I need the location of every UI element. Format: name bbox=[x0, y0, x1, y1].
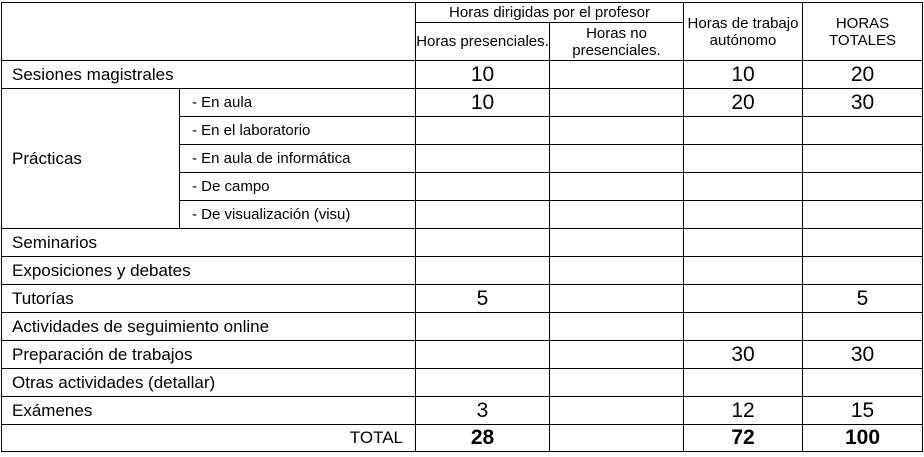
cell-total: 15 bbox=[803, 397, 923, 425]
sub-label-campo: - De campo bbox=[180, 173, 416, 201]
cell-no-presenciales bbox=[550, 369, 684, 397]
cell-no-presenciales bbox=[550, 341, 684, 369]
total-autonomo: 72 bbox=[684, 425, 803, 452]
cell-autonomo bbox=[684, 257, 803, 285]
row-label-seminarios: Seminarios bbox=[2, 229, 416, 257]
header-presenciales: Horas presenciales. bbox=[416, 23, 550, 61]
cell-presenciales bbox=[416, 229, 550, 257]
cell-presenciales bbox=[416, 145, 550, 173]
cell-no-presenciales bbox=[550, 61, 684, 89]
cell-total bbox=[803, 229, 923, 257]
cell-total bbox=[803, 117, 923, 145]
cell-presenciales bbox=[416, 117, 550, 145]
cell-presenciales: 10 bbox=[416, 61, 550, 89]
cell-no-presenciales bbox=[550, 117, 684, 145]
cell-no-presenciales bbox=[550, 173, 684, 201]
header-autonomo: Horas de trabajo autónomo bbox=[684, 3, 803, 61]
cell-autonomo bbox=[684, 369, 803, 397]
cell-total: 30 bbox=[803, 341, 923, 369]
cell-autonomo bbox=[684, 313, 803, 341]
cell-total bbox=[803, 173, 923, 201]
header-group-label: Horas dirigidas por el profesor bbox=[416, 3, 684, 23]
cell-total: 20 bbox=[803, 61, 923, 89]
row-label-trabajos: Preparación de trabajos bbox=[2, 341, 416, 369]
total-total: 100 bbox=[803, 425, 923, 452]
header-totales: HORAS TOTALES bbox=[803, 3, 923, 61]
cell-no-presenciales bbox=[550, 201, 684, 229]
row-label-total: TOTAL bbox=[2, 425, 416, 452]
cell-presenciales bbox=[416, 369, 550, 397]
hours-table bbox=[1, 2, 923, 452]
cell-autonomo bbox=[684, 229, 803, 257]
row-label-practicas: Prácticas bbox=[2, 89, 180, 229]
cell-no-presenciales bbox=[550, 313, 684, 341]
cell-autonomo: 20 bbox=[684, 89, 803, 117]
sub-label-visu: - De visualización (visu) bbox=[180, 201, 416, 229]
row-label-tutorias: Tutorías bbox=[2, 285, 416, 313]
header-empty-cell bbox=[2, 3, 416, 61]
cell-presenciales: 10 bbox=[416, 89, 550, 117]
cell-total bbox=[803, 201, 923, 229]
cell-total: 5 bbox=[803, 285, 923, 313]
cell-autonomo bbox=[684, 117, 803, 145]
row-label-examenes: Exámenes bbox=[2, 397, 416, 425]
cell-presenciales: 5 bbox=[416, 285, 550, 313]
row-label-sesiones: Sesiones magistrales bbox=[2, 61, 416, 89]
row-label-seguimiento: Actividades de seguimiento online bbox=[2, 313, 416, 341]
sub-label-laboratorio: - En el laboratorio bbox=[180, 117, 416, 145]
cell-presenciales bbox=[416, 201, 550, 229]
sub-label-aula: - En aula bbox=[180, 89, 416, 117]
total-no-presenciales bbox=[550, 425, 684, 452]
cell-total bbox=[803, 313, 923, 341]
cell-presenciales: 3 bbox=[416, 397, 550, 425]
cell-no-presenciales bbox=[550, 145, 684, 173]
cell-total bbox=[803, 369, 923, 397]
header-no-presenciales: Horas no presenciales. bbox=[550, 23, 684, 61]
cell-no-presenciales bbox=[550, 257, 684, 285]
row-label-exposiciones: Exposiciones y debates bbox=[2, 257, 416, 285]
cell-no-presenciales bbox=[550, 89, 684, 117]
cell-presenciales bbox=[416, 257, 550, 285]
total-presenciales: 28 bbox=[416, 425, 550, 452]
row-label-otras: Otras actividades (detallar) bbox=[2, 369, 416, 397]
cell-autonomo bbox=[684, 145, 803, 173]
cell-no-presenciales bbox=[550, 285, 684, 313]
cell-presenciales bbox=[416, 313, 550, 341]
cell-total bbox=[803, 145, 923, 173]
cell-no-presenciales bbox=[550, 397, 684, 425]
cell-autonomo: 12 bbox=[684, 397, 803, 425]
cell-autonomo: 30 bbox=[684, 341, 803, 369]
cell-total bbox=[803, 257, 923, 285]
cell-autonomo bbox=[684, 285, 803, 313]
cell-presenciales bbox=[416, 173, 550, 201]
cell-autonomo: 10 bbox=[684, 61, 803, 89]
cell-autonomo bbox=[684, 201, 803, 229]
cell-autonomo bbox=[684, 173, 803, 201]
sub-label-informatica: - En aula de informática bbox=[180, 145, 416, 173]
cell-presenciales bbox=[416, 341, 550, 369]
cell-total: 30 bbox=[803, 89, 923, 117]
cell-no-presenciales bbox=[550, 229, 684, 257]
